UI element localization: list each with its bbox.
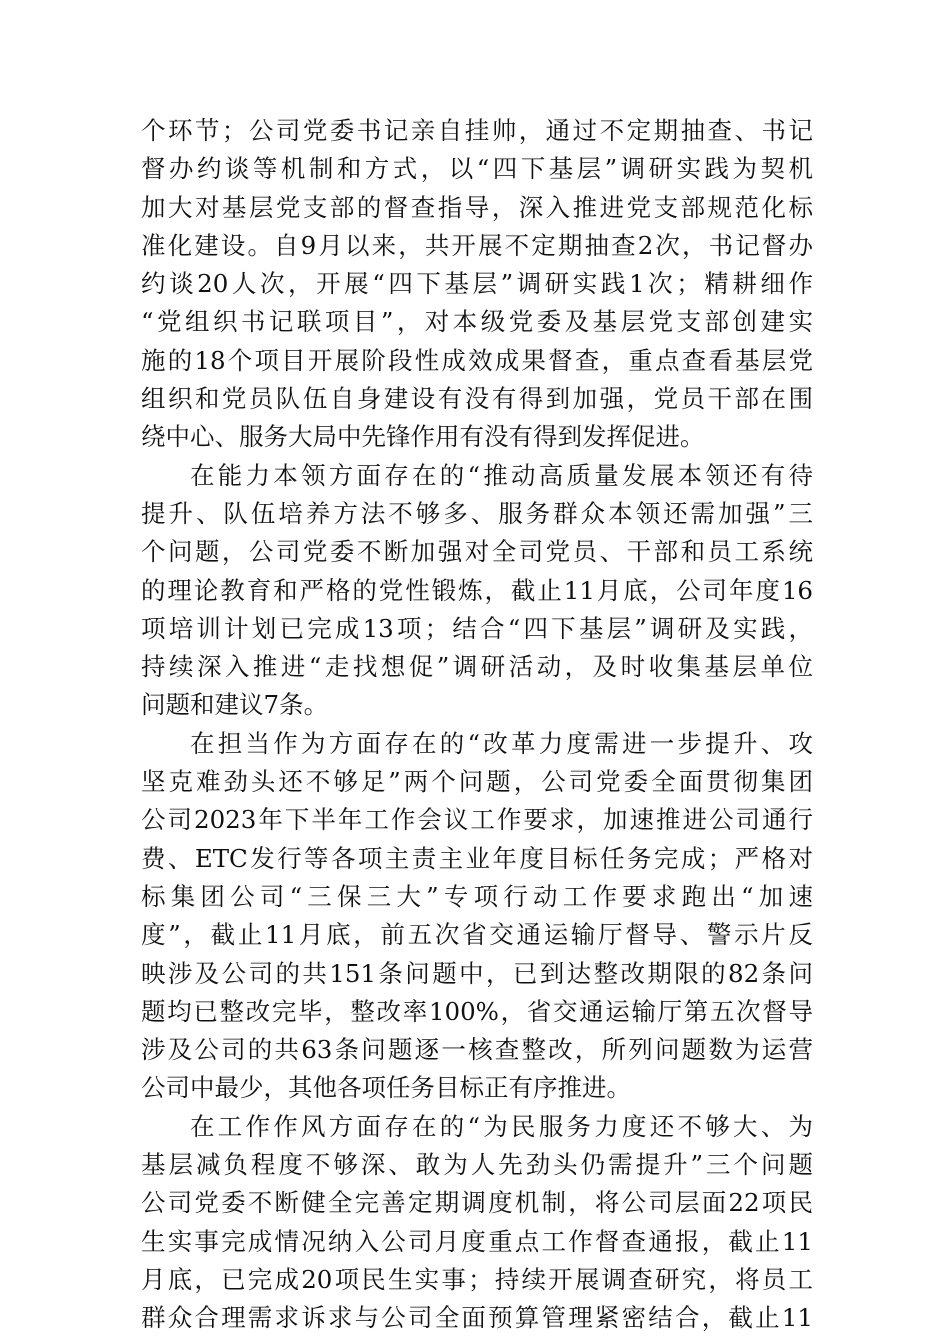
text-line: 公司2023年下半年工作会议工作要求，加速推进公司通行 xyxy=(141,805,813,835)
text-line: 群众合理需求诉求与公司全面预算管理紧密结合，截止11 xyxy=(141,1303,813,1333)
text-line-first: 在能力本领方面存在的“推动高质量发展本领还有待 xyxy=(190,460,813,490)
text-line: 公司中最少，其他各项任务目标正有序推进。 xyxy=(141,1073,631,1103)
paragraph-3 xyxy=(141,725,813,1108)
text-line: 准化建设。自9月以来，共开展不定期抽查2次，书记督办 xyxy=(141,230,813,260)
text-line-first: 在担当作为方面存在的“改革力度需进一步提升、攻 xyxy=(190,728,813,758)
text-line: 绕中心、服务大局中先锋作用有没有得到发挥促进。 xyxy=(141,422,705,452)
paragraph-1 xyxy=(141,112,813,457)
text-line: 个问题，公司党委不断加强对全司党员、干部和员工系统 xyxy=(141,537,813,567)
text-line: 个环节；公司党委书记亲自挂帅，通过不定期抽查、书记 xyxy=(141,116,813,145)
text-line: 坚克难劲头还不够足”两个问题，公司党委全面贯彻集团 xyxy=(141,767,813,797)
paragraph-4 xyxy=(141,1108,813,1338)
paragraph-2 xyxy=(141,457,813,725)
text-line: 约谈20人次，开展“四下基层”调研实践1次；精耕细作 xyxy=(141,269,813,299)
text-line: 基层减负程度不够深、敢为人先劲头仍需提升”三个问题 xyxy=(141,1150,813,1180)
text-line: 涉及公司的共63条问题逐一核查整改，所列问题数为运营 xyxy=(141,1035,813,1065)
text-line: “党组织书记联项目”，对本级党委及基层党支部创建实 xyxy=(141,307,813,337)
document-body xyxy=(141,112,813,1338)
text-line: 题均已整改完毕，整改率100%，省交通运输厅第五次督导 xyxy=(141,996,813,1026)
text-line: 施的18个项目开展阶段性成效成果督查，重点查看基层党 xyxy=(141,345,813,375)
text-line: 的理论教育和严格的党性锻炼，截止11月底，公司年度16 xyxy=(141,575,813,605)
text-line: 公司党委不断健全完善定期调度机制，将公司层面22项民 xyxy=(141,1188,813,1218)
text-line: 标集团公司“三保三大”专项行动工作要求跑出“加速 xyxy=(141,881,813,911)
text-line: 组织和党员队伍自身建设有没有得到加强，党员干部在围 xyxy=(141,384,813,414)
text-line: 映涉及公司的共151条问题中，已到达整改期限的82条问 xyxy=(141,958,813,988)
text-line: 持续深入推进“走找想促”调研活动，及时收集基层单位 xyxy=(141,652,813,682)
text-line: 项培训计划已完成13项；结合“四下基层”调研及实践， xyxy=(141,613,813,643)
text-line: 生实事完成情况纳入公司月度重点工作督查通报，截止11 xyxy=(141,1226,813,1256)
text-line: 加大对基层党支部的督查指导，深入推进党支部规范化标 xyxy=(141,192,813,222)
text-line: 费、ETC发行等各项主责主业年度目标任务完成；严格对 xyxy=(141,843,813,873)
text-line: 问题和建议7条。 xyxy=(141,690,329,720)
text-line: 月底，已完成20项民生实事；持续开展调查研究，将员工 xyxy=(141,1264,813,1294)
text-line: 度”，截止11月底，前五次省交通运输厅督导、警示片反 xyxy=(141,920,813,950)
text-line: 提升、队伍培养方法不够多、服务群众本领还需加强”三 xyxy=(141,498,813,528)
text-line: 督办约谈等机制和方式，以“四下基层”调研实践为契机 xyxy=(141,154,813,184)
text-line-first: 在工作作风方面存在的“为民服务力度还不够大、为 xyxy=(190,1111,813,1141)
